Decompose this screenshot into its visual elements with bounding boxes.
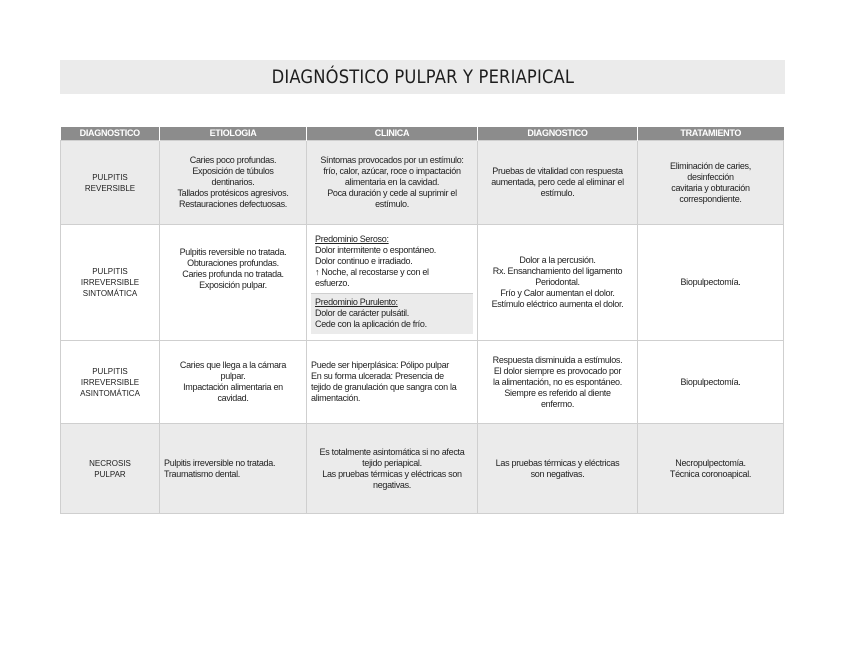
cell-diagnostico-clinico bbox=[478, 141, 638, 225]
cell-diagnostico-clinico bbox=[478, 225, 638, 341]
clinica-text: Es totalmente asintomática si no afecta tejido periapical. Las pruebas térmicas y eléctricas son negativas. bbox=[319, 446, 465, 490]
etiologia-text: Pulpitis irreversible no tratada. Traumatismo dental. bbox=[164, 457, 276, 479]
cell-etiologia bbox=[160, 424, 307, 514]
diagnostico-line-2: IRREVERSIBLE ASINTOMÁTICA bbox=[80, 377, 140, 398]
cell-clinica bbox=[307, 225, 478, 341]
diagnostico-line-2: REVERSIBLE bbox=[84, 183, 136, 193]
diagnostico-clinico-text: Respuesta disminuida a estímulos. El dolor siempre es provocado por la alimentación, no es espontáneo. Siempre es referido al diente enfermo. bbox=[492, 354, 623, 409]
etiologia-text: Caries que llega a la cámara pulpar. Impactación alimentaria en cavidad. bbox=[179, 360, 287, 403]
clinica-text: Síntomas provocados por un estímulo: frío, calor, azúcar, roce o impactación alimentaria en la cavidad. Poca duración y cede al suprimir el estímulo. bbox=[320, 155, 464, 209]
cell-tratamiento bbox=[638, 424, 784, 514]
diagnostico-clinico-text: Pruebas de vitalidad con respuesta aumentada, pero cede al eliminar el estímulo. bbox=[491, 166, 624, 198]
cell-tratamiento bbox=[638, 141, 784, 225]
page-title: DIAGNÓSTICO PULPAR Y PERIAPICAL bbox=[271, 66, 574, 88]
cell-diagnostico bbox=[61, 341, 160, 424]
cell-etiologia bbox=[160, 141, 307, 225]
diagnostico-line-2: PULPAR bbox=[94, 469, 126, 479]
diagnostico-line-1: NECROSIS bbox=[89, 458, 131, 468]
cell-tratamiento bbox=[638, 341, 784, 424]
etiologia-text: Pulpitis reversible no tratada. Obturaciones profundas. Caries profunda no tratada. Exposición pulpar. bbox=[179, 247, 287, 290]
diagnosis-table bbox=[60, 127, 784, 514]
cell-etiologia bbox=[160, 225, 307, 341]
tratamiento-text: Biopulpectomía. bbox=[680, 376, 741, 387]
cell-clinica bbox=[307, 424, 478, 514]
cell-diagnostico bbox=[61, 424, 160, 514]
tratamiento-text: Necropulpectomía. Técnica coronoapical. bbox=[669, 457, 752, 479]
header-diagnostico-clinico: DIAGNOSTICO bbox=[478, 127, 638, 141]
cell-diagnostico bbox=[61, 225, 160, 341]
table-row bbox=[61, 424, 784, 514]
clinica-purulento-text: Dolor de carácter pulsátil. Cede con la aplicación de frío. bbox=[315, 307, 427, 329]
cell-diagnostico-clinico bbox=[478, 341, 638, 424]
diagnostico-line-2: IRREVERSIBLE SINTOMÁTICA bbox=[80, 278, 140, 298]
diagnostico-clinico-text: Las pruebas térmicas y eléctricas son negativas. bbox=[495, 457, 620, 479]
cell-tratamiento bbox=[638, 225, 784, 341]
header-clinica: CLINICA bbox=[307, 127, 478, 141]
header-tratamiento: TRATAMIENTO bbox=[638, 127, 784, 141]
title-bar bbox=[60, 60, 785, 94]
table-header-row bbox=[61, 127, 784, 141]
cell-etiologia bbox=[160, 341, 307, 424]
table-row bbox=[61, 341, 784, 424]
tratamiento-text: Biopulpectomía. bbox=[680, 277, 741, 287]
clinica-purulento-block bbox=[311, 293, 473, 334]
cell-diagnostico-clinico bbox=[478, 424, 638, 514]
header-diagnostico: DIAGNOSTICO bbox=[61, 127, 160, 141]
clinica-text: Puede ser hiperplásica: Pólipo pulpar En su forma ulcerada: Presencia de tejido de granulación que sangra con la alimentación. bbox=[311, 360, 457, 403]
etiologia-text: Caries poco profundas. Exposición de túbulos dentinarios. Tallados protésicos agresivos. Restauraciones defectuosas. bbox=[177, 155, 289, 209]
diagnostico-line-1: PULPITIS bbox=[92, 267, 128, 276]
table-row bbox=[61, 141, 784, 225]
clinica-seroso-text: Dolor intermitente o espontáneo. Dolor continuo e irradiado. ↑ Noche, al recostarse y con el esfuerzo. bbox=[315, 244, 436, 288]
clinica-seroso-title: Predominio Seroso: bbox=[315, 233, 389, 244]
header-etiologia: ETIOLOGIA bbox=[160, 127, 307, 141]
diagnostico-clinico-text: Dolor a la percusión. Rx. Ensanchamiento del ligamento Periodontal. Frío y Calor aumentan el dolor. Estímulo eléctrico aumenta el dolor. bbox=[491, 255, 624, 309]
diagnostico-line-1: PULPITIS bbox=[92, 172, 128, 182]
tratamiento-text: Eliminación de caries, desinfección cavitaria y obturación correspondiente. bbox=[670, 160, 751, 204]
clinica-purulento-title: Predominio Purulento: bbox=[315, 296, 398, 307]
clinica-seroso-block bbox=[311, 232, 473, 293]
cell-diagnostico bbox=[61, 141, 160, 225]
table-row bbox=[61, 225, 784, 341]
diagnostico-line-1: PULPITIS bbox=[92, 366, 128, 376]
cell-clinica bbox=[307, 141, 478, 225]
cell-clinica bbox=[307, 341, 478, 424]
